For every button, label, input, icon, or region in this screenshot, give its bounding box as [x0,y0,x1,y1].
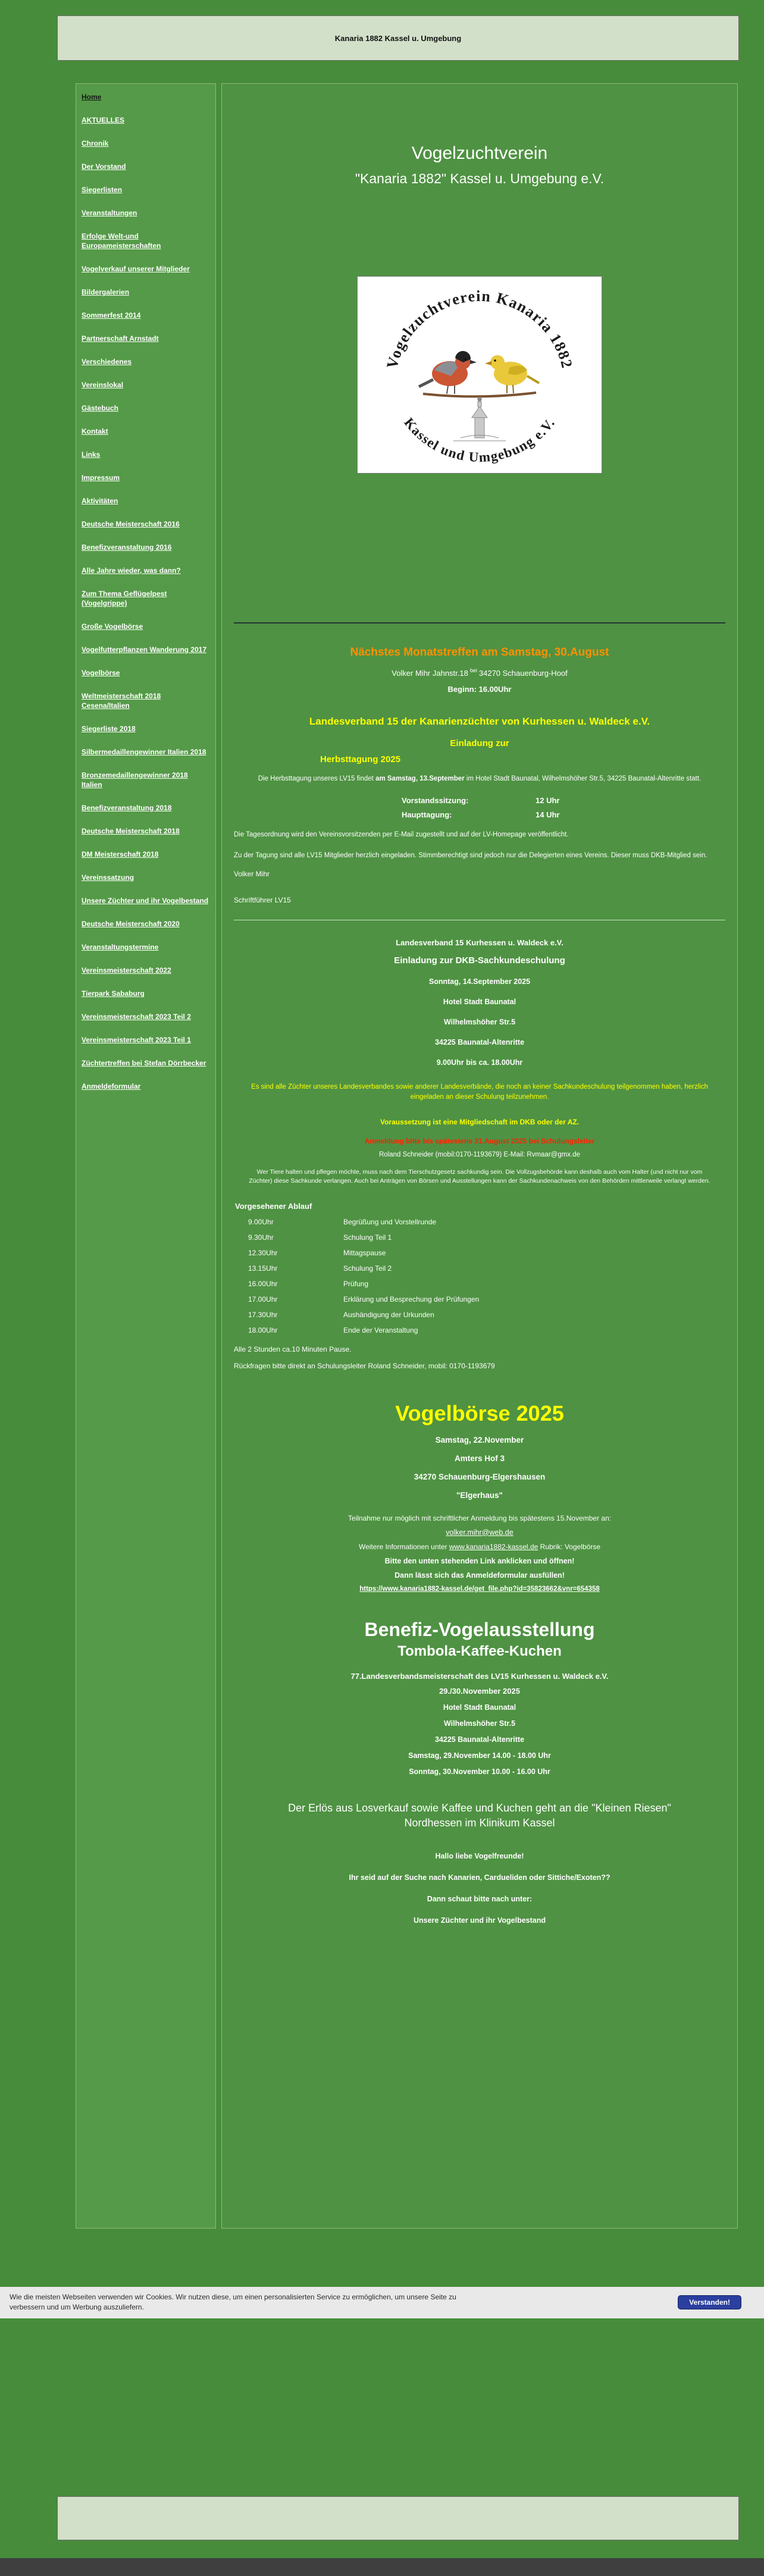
sidebar-link[interactable]: Kontakt [82,427,108,435]
tagung-time-value: 12 Uhr [536,796,560,806]
sidebar-link[interactable]: Der Vorstand [82,162,126,171]
schedule-activity: Erklärung und Besprechung der Prüfungen [343,1295,480,1303]
cookie-text: Wie die meisten Webseiten verwenden wir Cookies. Wir nutzen diese, um einen personalisierten Service zu ermöglichen, um unsere Seite zu verbessern und um Werbung auszuliefern. [10,2293,456,2312]
schedule-activity: Schulung Teil 2 [343,1264,392,1273]
schedule-time: 9.30Uhr [248,1233,274,1242]
vogelboerse-register: Teilnahme nur möglich mit schriftlicher Anmeldung bis spätestens 15.November an: [347,1513,612,1522]
schedule-row [248,1249,725,1257]
kassel-monument-icon [453,397,506,441]
canary-icon [485,355,539,393]
intro-text-2: im Hotel Stadt Baunatal, Wilhelmshöher Str.5, 34225 Baunatal-Altenritte statt. [464,775,702,782]
ausstellung-meisterschaft: 77.Landesverbandsmeisterschaft des LV15 Kurhessen u. Waldeck e.V. [350,1671,609,1681]
ausstellung-detail-line: Samstag, 29.November 14.00 - 18.00 Uhr [408,1751,551,1760]
sidebar-link[interactable]: Vereinsmeisterschaft 2023 Teil 1 [82,1036,191,1044]
vogelboerse-heading: Vogelbörse 2025 [395,1400,564,1425]
schedule-row [248,1264,725,1273]
sidebar-link[interactable]: Zum Thema Geflügelpest (Vogelgrippe) [82,590,167,607]
monatstreffen-heading: Nächstes Monatstreffen am Samstag, 30.August [350,646,609,659]
schedule-activity: Aushändigung der Urkunden [343,1310,434,1319]
sidebar-link[interactable]: Deutsche Meisterschaft 2018 [82,827,180,835]
vogelboerse-detail-line: Samstag, 22.November [435,1435,524,1444]
schulung-invite: Es sind alle Züchter unseres Landesverbandes sowie anderer Landesverbände, die noch an keiner Sachkundeschulung teilgenommen haben, herzlich eingeladen an dieser Schulung teilzunehmen. [251,1083,708,1101]
ausstellung-subheading: Tombola-Kaffee-Kuchen [397,1643,562,1659]
address-part-1: Volker Mihr Jahnstr.18 [392,669,468,678]
vogelboerse-detail-line: "Elgerhaus" [456,1490,503,1500]
monatstreffen-begin: Beginn: 16.00Uhr [447,685,512,694]
sidebar-link[interactable]: Partnerschaft Arnstadt [82,334,159,343]
vogelboerse-detail-line: 34270 Schauenburg-Elgershausen [414,1472,546,1481]
sidebar [76,83,216,2229]
main-content [221,83,738,2229]
tagung-time-row [402,796,725,805]
address-part-2: 34270 Schauenburg-Hoof [478,669,568,678]
questions-note: Rückfragen bitte direkt an Schulungsleiter Roland Schneider, mobil: 0170-1193679 [234,1361,495,1370]
website-link[interactable]: www.kanaria1882-kassel.de [449,1542,538,1551]
ausstellung-date: 29./30.November 2025 [439,1686,520,1696]
info-line [234,1543,725,1551]
sidebar-link[interactable]: Siegerlisten [82,186,123,194]
sidebar-link[interactable]: AKTUELLES [82,116,124,124]
ablauf-heading: Vorgesehener Ablauf [235,1201,312,1211]
email-link[interactable]: volker.mihr@web.de [446,1528,513,1537]
sidebar-link[interactable]: Deutsche Meisterschaft 2016 [82,520,180,528]
page-subtitle: "Kanaria 1882" Kassel u. Umgebung e.V. [355,171,605,186]
sidebar-link[interactable]: Chronik [82,139,109,148]
zuechter-link[interactable]: Unsere Züchter und ihr Vogelbestand [413,1916,546,1925]
branch-icon [423,393,536,397]
sidebar-link[interactable]: Anmeldeformular [82,1082,141,1090]
sidebar-link[interactable]: Bronzemedaillengewinner 2018 Italien [82,771,188,789]
schedule-time: 9.00Uhr [248,1217,274,1226]
schulung-detail-line: Hotel Stadt Baunatal [443,997,516,1006]
sidebar-link[interactable]: Benefizveranstaltung 2018 [82,804,172,812]
sidebar-link[interactable]: Deutsche Meisterschaft 2020 [82,920,180,928]
schedule-time: 16.00Uhr [248,1279,278,1288]
schulung-requirement: Voraussetzung ist eine Mitgliedschaft im DKB oder der AZ. [380,1118,580,1127]
sidebar-link[interactable]: Erfolge Welt-und Europameisterschaften [82,232,161,250]
bullfinch-icon [419,351,477,394]
schulung-detail-line: 9.00Uhr bis ca. 18.00Uhr [436,1058,523,1067]
schedule-list [234,1218,725,1334]
sidebar-link[interactable]: Veranstaltungen [82,209,137,217]
schedule-activity: Ende der Veranstaltung [343,1325,418,1334]
herbsttagung-para-2: Zu der Tagung sind alle LV15 Mitglieder herzlich eingeladen. Stimmberechtigt sind jedoch nur die Delegierten eines Vereins. Dieser muss DKB-Mitglied sein. [234,852,707,860]
ausstellung-heading: Benefiz-Vogelausstellung [364,1618,595,1640]
sidebar-link[interactable]: Bildergalerien [82,288,130,296]
schedule-activity: Begrüßung und Vorstellrunde [343,1217,437,1226]
sidebar-link[interactable]: Vogelfutterpflanzen Wanderung 2017 [82,645,207,654]
tagung-time-value: 14 Uhr [536,810,560,820]
sidebar-link[interactable]: Links [82,450,101,459]
signature-role: Schriftführer LV15 [234,895,291,904]
sidebar-link[interactable]: Benefizveranstaltung 2016 [82,543,172,551]
sidebar-link[interactable]: Alle Jahre wieder, was dann? [82,566,181,575]
sidebar-item-home[interactable]: Home [82,93,102,101]
sidebar-link[interactable]: Siegerliste 2018 [82,725,136,733]
schulung-detail-line: Sonntag, 14.September 2025 [428,977,531,986]
sidebar-link[interactable]: Veranstaltungstermine [82,943,159,951]
schedule-row [248,1218,725,1226]
tagung-time-label: Haupttagung: [402,810,452,820]
sidebar-link[interactable]: Unsere Züchter und ihr Vogelbestand [82,897,209,905]
ausstellung-detail-line: Wilhelmshöher Str.5 [443,1719,516,1728]
form-url-line [234,1585,725,1593]
ausstellung-details [234,1703,725,1776]
sidebar-link[interactable]: Tierpark Sababurg [82,989,145,998]
signature-name: Volker Mihr [234,869,270,878]
sidebar-items [82,115,210,1091]
schulung-details [234,977,725,1067]
schedule-row [248,1311,725,1319]
sidebar-link[interactable]: Vogelbörse [82,669,120,677]
schedule-row [248,1326,725,1334]
monatstreffen-address [234,669,725,678]
schedule-activity: Prüfung [343,1279,369,1288]
schulung-contact: Roland Schneider (mobil:0170-1193679) E-Mail: Rvmaar@gmx.de [378,1151,581,1159]
schulung-detail-line: 34225 Baunatal-Altenritte [434,1038,525,1046]
schedule-time: 18.00Uhr [248,1325,278,1334]
ausstellung-detail-line: Hotel Stadt Baunatal [443,1703,516,1712]
einladung-line-1: Einladung zur [450,738,509,748]
sidebar-link[interactable]: Vereinsmeisterschaft 2022 [82,966,171,974]
click-instruction-1: Bitte den unten stehenden Link anklicken und öffnen! [384,1556,575,1565]
ausstellung-detail-line: 34225 Baunatal-Altenritte [434,1735,525,1744]
sidebar-link[interactable]: Große Vogelbörse [82,622,143,631]
info-text-2: Rubrik: Vogelbörse [538,1542,600,1551]
schedule-time: 12.30Uhr [248,1248,278,1257]
schedule-row [248,1233,725,1242]
tagung-time-row [402,810,725,819]
sidebar-link[interactable]: Verschiedenes [82,358,132,366]
sidebar-link[interactable]: Vereinsmeisterschaft 2023 Teil 2 [82,1013,191,1021]
bottom-strip [0,2558,764,2576]
pause-note: Alle 2 Stunden ca.10 Minuten Pause. [234,1345,352,1353]
top-banner [57,15,739,61]
schedule-time: 17.30Uhr [248,1310,278,1319]
sidebar-link[interactable]: Sommerfest 2014 [82,311,141,319]
click-instruction-2: Dann lässt sich das Anmeldeformular ausfüllen! [394,1571,565,1580]
ausstellung-look: Dann schaut bitte nach unter: [427,1895,533,1903]
sidebar-link[interactable]: DM Meisterschaft 2018 [82,850,159,858]
ausstellung-search: Ihr seid auf der Suche nach Kanarien, Cardueliden oder Sittiche/Exoten?? [349,1873,610,1882]
main-layout [76,83,738,2229]
herbsttagung-heading: Landesverband 15 der Kanarienzüchter von Kurhessen u. Waldeck e.V. [309,716,650,727]
vogelboerse-detail-line: Amters Hof 3 [454,1453,505,1463]
top-banner-title: Kanaria 1882 Kassel u. Umgebung [334,33,462,43]
vogelboerse-details [234,1436,725,1500]
ausstellung-detail-line: Sonntag, 30.November 10.00 - 16.00 Uhr [409,1767,550,1776]
sidebar-link[interactable]: Vogelverkauf unserer Mitglieder [82,265,190,273]
schulung-heading-2: Einladung zur DKB-Sachkundeschulung [394,955,565,966]
schedule-activity: Mittagspause [343,1248,386,1257]
ausstellung-greeting: Hallo liebe Vogelfreunde! [435,1852,524,1860]
form-url-link[interactable]: https://www.kanaria1882-kassel.de/get_file.php?id=35823662&vnr=654358 [359,1585,600,1593]
club-logo-image [361,280,599,470]
sidebar-link[interactable]: Silbermedaillengewinner Italien 2018 [82,748,206,756]
sidebar-link[interactable]: Impressum [82,474,120,482]
einladung-line-2: Herbsttagung 2025 [320,754,401,764]
logo-arc-top-text: Vogelzuchtverein Kanaria 1882 [383,287,576,371]
page-title: Vogelzuchtverein [411,143,548,163]
ausstellung-proceeds: Der Erlös aus Losverkauf sowie Kaffee und Kuchen geht an die "Kleinen Riesen" Nordhessen im Klinikum Kassel [288,1801,671,1829]
herbsttagung-para-1: Die Tagesordnung wird den Vereinsvorsitzenden per E-Mail zugestellt und auf der LV-Homepage veröffentlicht. [234,831,569,839]
logo-arc-bottom-text: Kassel und Umgebung e.V. [401,415,558,465]
schedule-time: 13.15Uhr [248,1264,278,1273]
tagung-time-label: Vorstandssitzung: [402,796,469,806]
schedule-row [248,1280,725,1288]
sidebar-link[interactable]: Vereinslokal [82,381,124,389]
schulung-deadline: Anmeldung bitte bis spätestens 31.August 2025 bei Schulungsleiter [364,1137,595,1146]
sidebar-link[interactable]: Weltmeisterschaft 2018 Cesena/Italien [82,692,161,710]
sidebar-link[interactable]: Vereinssatzung [82,873,134,882]
intro-text-1: Die Herbsttagung unseres LV15 findet [258,775,376,782]
club-logo [357,276,602,474]
schedule-row [248,1295,725,1303]
intro-text-bold: am Samstag, 13.September [375,775,465,782]
footer-band [57,2496,739,2540]
schulung-detail-line: Wilhelmshöher Str.5 [443,1017,516,1026]
herbsttagung-intro [234,774,725,784]
sidebar-link[interactable]: Züchtertreffen bei Stefan Dörrbecker [82,1059,206,1067]
email-line [234,1528,725,1537]
address-sup: bei [469,667,477,673]
section-divider [234,622,725,623]
cookie-banner [0,2287,764,2318]
info-text-1: Weitere Informationen unter [358,1542,449,1551]
sidebar-link[interactable]: Gästebuch [82,404,119,412]
schedule-time: 17.00Uhr [248,1295,278,1303]
tagung-times [234,796,725,819]
schulung-heading-1: Landesverband 15 Kurhessen u. Waldeck e.V. [396,938,563,947]
sidebar-link[interactable]: Aktivitäten [82,497,118,505]
schedule-activity: Schulung Teil 1 [343,1233,392,1242]
cookie-accept-button[interactable]: Verstanden! [678,2295,741,2309]
schulung-law-note: Wer Tiere halten und pflegen möchte, muss nach dem Tierschutzgesetz sachkundig sein. Die Vollzugsbehörde kann deshalb auch vom Halter (und nicht nur vom Züchter) diese Sachkunde verlangen. Auch bei Anträgen von Börsen und Ausstellungen kann der Sachkundenachweis von den Behörden mittlerweile verlangt werden. [249,1168,710,1185]
